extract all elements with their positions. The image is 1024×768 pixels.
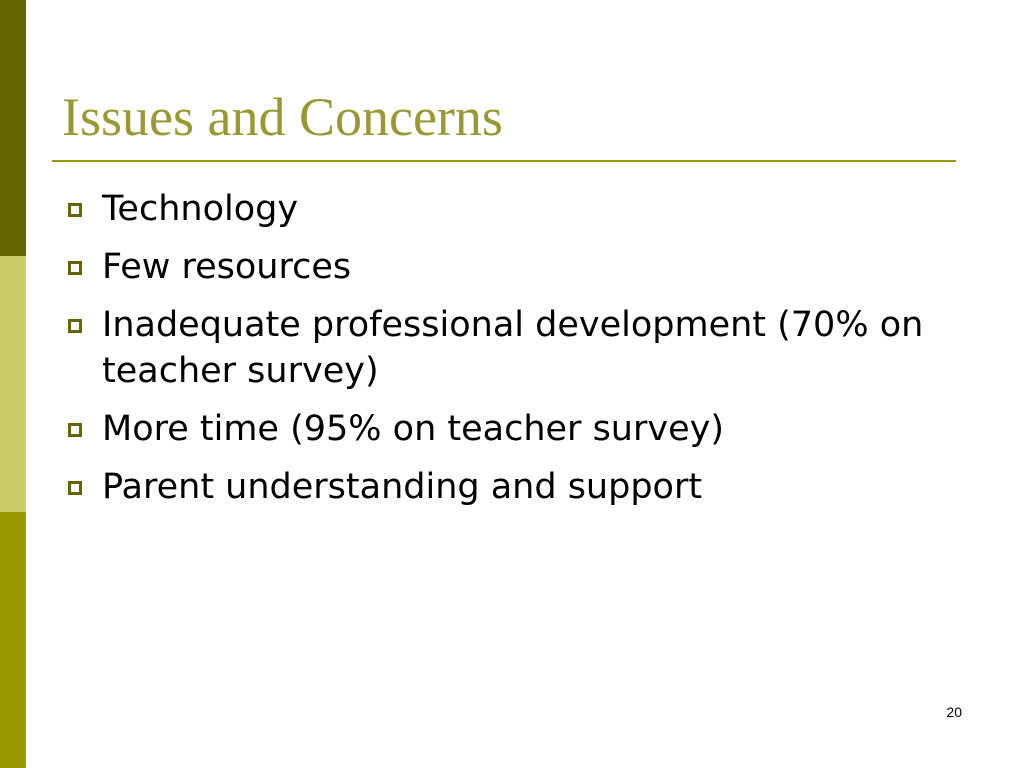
title-divider bbox=[52, 160, 956, 162]
side-bar-middle bbox=[0, 256, 26, 512]
bullet-text: Technology bbox=[102, 189, 299, 229]
side-bar-top bbox=[0, 0, 26, 256]
square-bullet-icon bbox=[68, 203, 82, 217]
bullet-item bbox=[66, 244, 946, 290]
square-bullet-icon bbox=[68, 261, 82, 275]
slide-title: Issues and Concerns bbox=[62, 87, 503, 147]
bullet-text: Few resources bbox=[102, 247, 352, 287]
side-bar-bottom bbox=[0, 512, 26, 768]
bullet-text: Parent understanding and support bbox=[102, 467, 703, 507]
bullet-text: Inadequate professional development (70% on teacher survey) bbox=[102, 305, 924, 391]
bullet-item bbox=[66, 302, 946, 394]
bullet-item bbox=[66, 464, 946, 510]
page-number: 20 bbox=[946, 704, 962, 720]
bullet-list bbox=[66, 186, 946, 522]
square-bullet-icon bbox=[68, 423, 82, 437]
bullet-text: More time (95% on teacher survey) bbox=[102, 409, 724, 449]
square-bullet-icon bbox=[68, 481, 82, 495]
bullet-item bbox=[66, 186, 946, 232]
bullet-item bbox=[66, 406, 946, 452]
square-bullet-icon bbox=[68, 319, 82, 333]
